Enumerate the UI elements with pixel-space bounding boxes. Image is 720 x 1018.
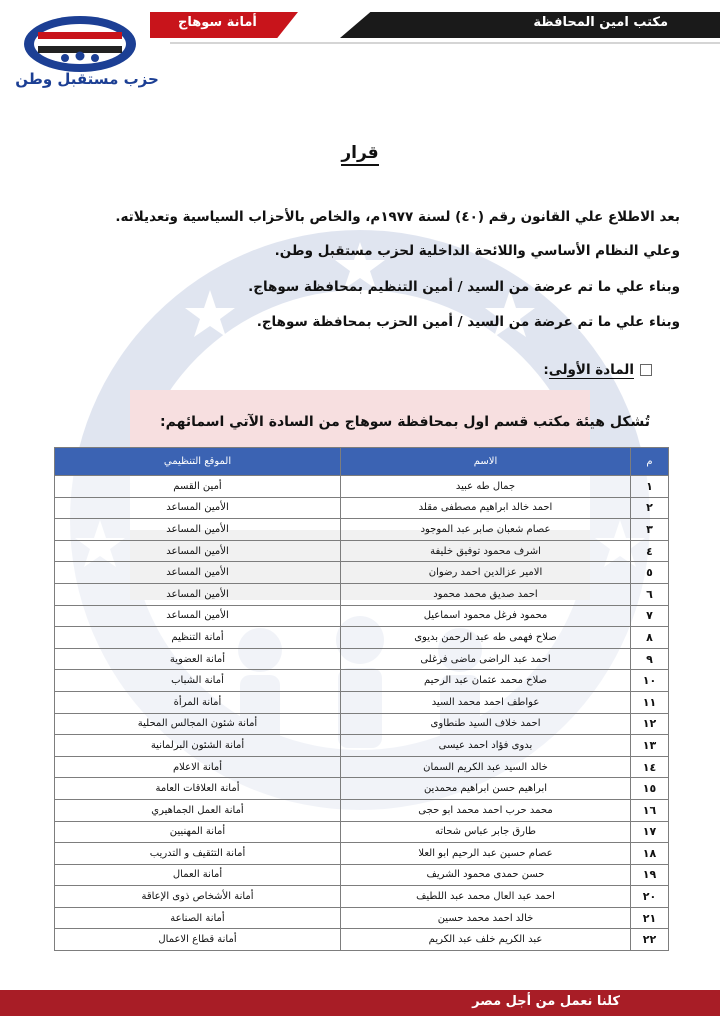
cell-name: صلاح فهمى طه عبد الرحمن بديوى — [341, 627, 631, 649]
secretariat-title: أمانة سوهاج — [178, 15, 257, 30]
cell-num: ٦ — [631, 583, 669, 605]
table-body — [55, 476, 669, 951]
document-title: قرار — [0, 143, 720, 163]
cell-name: احمد خلاف السيد طنطاوى — [341, 713, 631, 735]
cell-position: أمانة المهنيين — [55, 821, 341, 843]
cell-position: أمانة العمال — [55, 864, 341, 886]
cell-name: ابراهيم حسن ابراهيم محمدين — [341, 778, 631, 800]
cell-num: ٧ — [631, 605, 669, 627]
cell-position: أمانة شئون المجالس المحلية — [55, 713, 341, 735]
cell-name: احمد خالد ابراهيم مصطفى مقلد — [341, 497, 631, 519]
cell-name: احمد صديق محمد محمود — [341, 583, 631, 605]
table-row — [55, 843, 669, 865]
table-row — [55, 519, 669, 541]
cell-num: ١٣ — [631, 735, 669, 757]
table-row — [55, 799, 669, 821]
paragraph-2: وعلي النظام الأساسي واللائحة الداخلية لحزب مستقبل وطن. — [274, 243, 680, 259]
cell-num: ٢٠ — [631, 886, 669, 908]
cell-position: الأمين المساعد — [55, 562, 341, 584]
office-title: مكتب امين المحافظة — [533, 15, 668, 30]
table-row — [55, 583, 669, 605]
footer-slogan: كلنا نعمل من أجل مصر — [472, 994, 620, 1009]
table-row — [55, 907, 669, 929]
cell-position: الأمين المساعد — [55, 497, 341, 519]
paragraph-1: بعد الاطلاع علي القانون رقم (٤٠) لسنة ١٩٧٧م، والخاص بالأحزاب السياسية وتعديلاته. — [115, 209, 680, 225]
header-name: الاسم — [341, 448, 631, 476]
table-row — [55, 540, 669, 562]
cell-position: أمانة العلاقات العامة — [55, 778, 341, 800]
cell-num: ٥ — [631, 562, 669, 584]
formation-text: تُشكل هيئة مكتب قسم اول بمحافظة سوهاج من السادة الآتي اسمائهم: — [160, 414, 650, 430]
cell-name: محمود فرغل محمود اسماعيل — [341, 605, 631, 627]
table-row — [55, 648, 669, 670]
cell-num: ٢ — [631, 497, 669, 519]
cell-position: أمين القسم — [55, 476, 341, 498]
cell-position: الأمين المساعد — [55, 540, 341, 562]
cell-num: ٤ — [631, 540, 669, 562]
cell-position: أمانة الأشخاص ذوى الإعاقة — [55, 886, 341, 908]
cell-num: ٢١ — [631, 907, 669, 929]
cell-num: ١٥ — [631, 778, 669, 800]
table-row — [55, 864, 669, 886]
cell-num: ٨ — [631, 627, 669, 649]
cell-name: اشرف محمود توفيق خليفة — [341, 540, 631, 562]
cell-name: بدوى فؤاد احمد عيسى — [341, 735, 631, 757]
paragraph-4: وبناء علي ما تم عرضة من السيد / أمين الحزب بمحافظة سوهاج. — [256, 314, 680, 330]
table-row — [55, 605, 669, 627]
cell-position: أمانة العمل الجماهيري — [55, 799, 341, 821]
cell-position: أمانة الصناعة — [55, 907, 341, 929]
cell-num: ٣ — [631, 519, 669, 541]
cell-num: ١٧ — [631, 821, 669, 843]
cell-position: أمانة الاعلام — [55, 756, 341, 778]
party-name: حزب مستقبل وطن — [15, 70, 159, 88]
article-colon: : — [543, 362, 549, 378]
cell-num: ١٦ — [631, 799, 669, 821]
cell-name: محمد حرب احمد محمد ابو حجى — [341, 799, 631, 821]
table-row — [55, 821, 669, 843]
cell-name: عصام حسين عبد الرحيم ابو العلا — [341, 843, 631, 865]
cell-position: أمانة التنظيم — [55, 627, 341, 649]
table-row — [55, 691, 669, 713]
cell-num: ١٩ — [631, 864, 669, 886]
cell-name: طارق جابر عباس شحاته — [341, 821, 631, 843]
empty-checkbox-icon — [640, 364, 652, 376]
cell-num: ١٤ — [631, 756, 669, 778]
cell-name: جمال طه عبيد — [341, 476, 631, 498]
header-position: الموقع التنظيمي — [55, 448, 341, 476]
cell-name: احمد عبد العال محمد عبد اللطيف — [341, 886, 631, 908]
table-row — [55, 735, 669, 757]
cell-num: ٢٢ — [631, 929, 669, 951]
cell-position: الأمين المساعد — [55, 519, 341, 541]
cell-name: عواطف احمد محمد السيد — [341, 691, 631, 713]
cell-num: ٩ — [631, 648, 669, 670]
table-header-row — [55, 448, 669, 476]
table-row — [55, 886, 669, 908]
cell-position: أمانة التثقيف و التدريب — [55, 843, 341, 865]
cell-name: خالد السيد عبد الكريم السمان — [341, 756, 631, 778]
members-table — [54, 447, 669, 951]
table-row — [55, 929, 669, 951]
table-row — [55, 713, 669, 735]
cell-num: ١ — [631, 476, 669, 498]
table-row — [55, 627, 669, 649]
cell-position: أمانة الشباب — [55, 670, 341, 692]
cell-num: ١٠ — [631, 670, 669, 692]
paragraph-3: وبناء علي ما تم عرضة من السيد / أمين التنظيم بمحافظة سوهاج. — [248, 279, 680, 295]
cell-position: الأمين المساعد — [55, 605, 341, 627]
footer — [0, 982, 720, 1018]
article-heading — [543, 362, 652, 378]
cell-position: أمانة المرأة — [55, 691, 341, 713]
cell-name: حسن حمدى محمود الشريف — [341, 864, 631, 886]
cell-num: ١٨ — [631, 843, 669, 865]
party-logo-icon — [20, 14, 140, 74]
header-divider — [170, 42, 720, 44]
cell-num: ١٢ — [631, 713, 669, 735]
letterhead — [0, 0, 720, 100]
table-row — [55, 670, 669, 692]
table-row — [55, 562, 669, 584]
cell-name: احمد عبد الراضى ماضى فرغلى — [341, 648, 631, 670]
table-row — [55, 778, 669, 800]
cell-position: أمانة العضوية — [55, 648, 341, 670]
article-label: المادة الأولى — [548, 362, 634, 378]
table-row — [55, 756, 669, 778]
cell-position: أمانة الشئون البرلمانية — [55, 735, 341, 757]
header-num: م — [631, 448, 669, 476]
cell-name: صلاح محمد عثمان عبد الرحيم — [341, 670, 631, 692]
cell-name: عصام شعبان صابر عبد الموجود — [341, 519, 631, 541]
cell-position: الأمين المساعد — [55, 583, 341, 605]
table-row — [55, 497, 669, 519]
cell-name: عبد الكريم خلف عبد الكريم — [341, 929, 631, 951]
cell-name: الامير عزالدين احمد رضوان — [341, 562, 631, 584]
cell-name: خالد احمد محمد حسين — [341, 907, 631, 929]
cell-position: أمانة قطاع الاعمال — [55, 929, 341, 951]
table-row — [55, 476, 669, 498]
cell-num: ١١ — [631, 691, 669, 713]
